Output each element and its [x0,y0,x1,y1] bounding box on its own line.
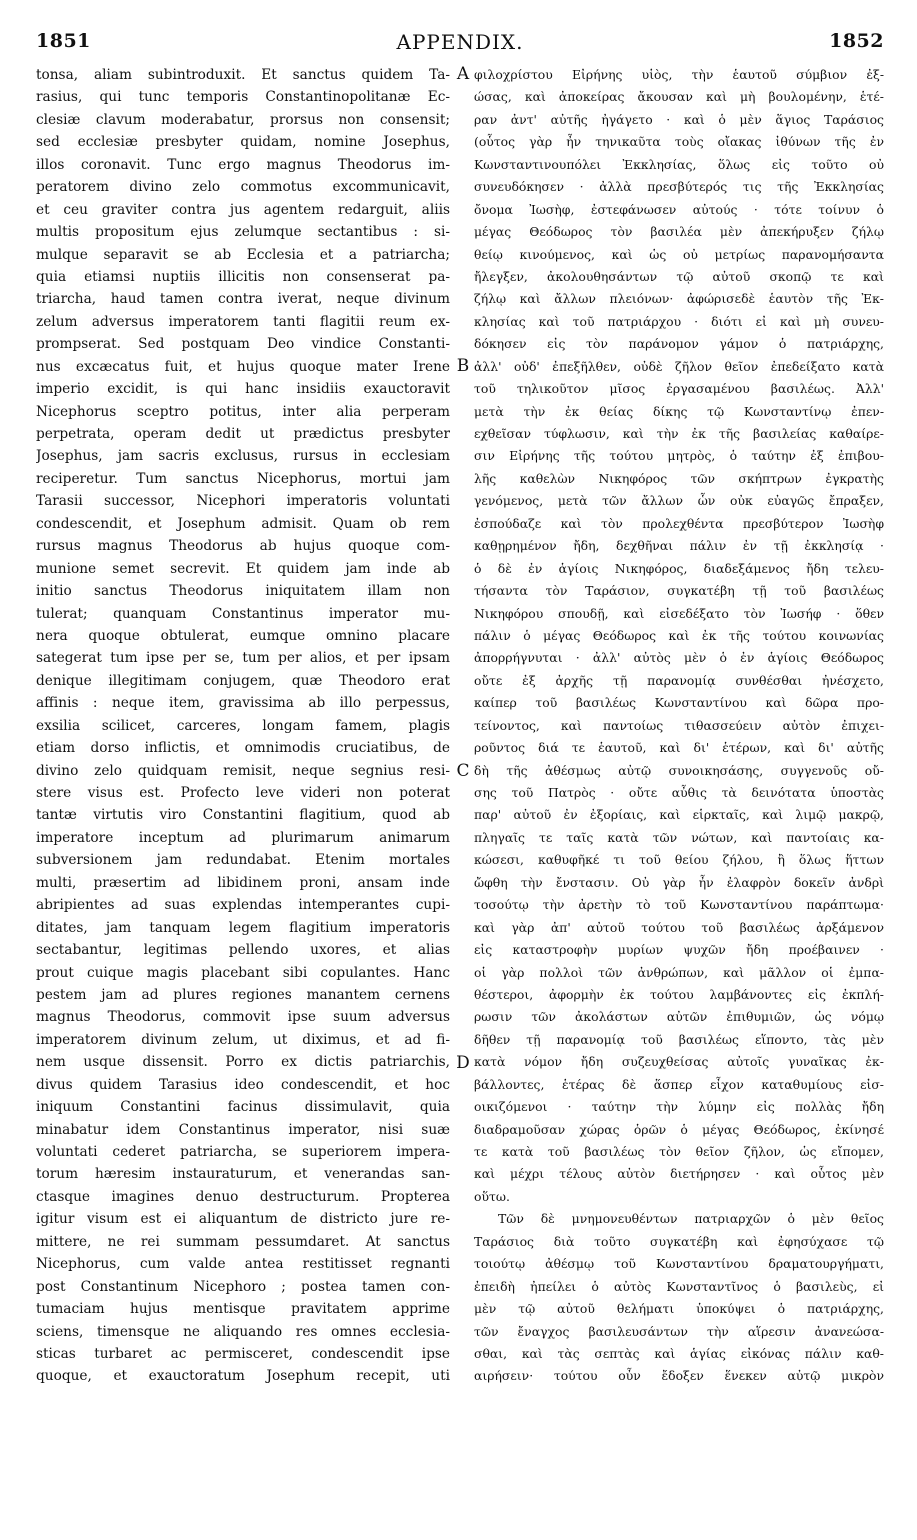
latin-text-line: Tarasii successor, Nicephori imperatoris voluntati [36,493,450,510]
greek-text-line: συνευδόκησεν · ἀλλὰ πρεσβύτερός τις τῆς Ἐκκλησίας [474,179,884,195]
greek-text-line: ραν ἀντ' αὐτῆς ἠγάγετο · καὶ ὁ μὲν ἅγιος Ταράσιος [474,111,884,127]
latin-text-line: subversionem jam redundabat. Etenim mortales [36,852,450,869]
greek-text-line: πάλιν ὁ μέγας Θεόδωρος καὶ ἐκ τῆς τούτου κοινωνίας [474,627,884,643]
greek-text-line: τε κατὰ τοῦ βασιλέως τὸν θεῖον ζῆλον, ὡς εἴπομεν, [474,1144,884,1159]
latin-text-line: imperatore inceptum ad plurimarum animarum [36,829,450,846]
latin-text-line: et ceu graviter contra jus agentem redarguit, aliis [36,201,450,218]
latin-text-line: initio sanctus Theodorus iniquitatem illam non [36,583,450,600]
latin-text-line: prout cuique magis placebant sibi copulantes. Hanc [36,964,450,981]
latin-text-line: tulerat; quanquam Constantinus imperator mu- [36,605,450,622]
greek-text-line: σθαι, καὶ τὰς σεπτὰς καὶ ἁγίας εἰκόνας πάλιν καθ- [474,1345,884,1361]
running-header [36,30,884,62]
running-title: APPENDIX. [396,30,524,54]
greek-text-line: ὤφθη τὴν ἔνστασιν. Οὐ γὰρ ἦν ἐλαφρὸν δοκεῖν ἀνδρὶ [474,874,884,890]
section-marker-b: B [456,356,470,376]
greek-text-line: γενόμενος, μετὰ τῶν ἄλλων ὧν οὐκ εὐαγῶς ἔπραξεν, [474,493,884,509]
greek-text-line: ἀλλ' οὐδ' ἐπεξῆλθεν, οὐδὲ ζῆλον θεῖον ἐπεδείξατο κατὰ [474,358,884,374]
greek-text-line: μὲν τῷ αὐτοῦ θελήματι ὑποκύψει ὁ πατριάρχης, [474,1301,884,1317]
latin-text-line: Nicephorus, cum valde antea restitisset regnanti [36,1256,450,1273]
latin-text-line: Josephus, jam sacris exclusus, rursus in ecclesiam [36,448,450,465]
greek-text-line: ζήλῳ καὶ ἄλλων πλειόνων· ἀφώρισεδὲ ἑαυτὸν τῆς Ἐκ- [474,291,884,307]
greek-text-line: Ταράσιος διὰ τοῦτο συγκατέβη καὶ ἐφησύχασε τῷ [474,1233,884,1249]
left-column-number: 1851 [36,30,91,52]
latin-text-line: tonsa, aliam subintroduxit. Et sanctus quidem Ta- [36,67,450,83]
latin-text-line: etiam dorso inflictis, et omnimodis cruciatibus, de [36,740,450,757]
section-marker-d: D [456,1053,470,1073]
greek-text-line: παρ' αὐτοῦ ἐν ἐξορίαις, καὶ εἱρκταῖς, καὶ λιμῷ μακρῷ, [474,807,884,823]
greek-text-line: οικιζόμενοι · ταύτην τὴν λύμην εἰς πολλὰς ἤδη [474,1099,884,1115]
latin-text-line: multi, præsertim ad libidinem proni, ansam inde [36,874,450,891]
latin-text-line: rasius, qui tunc temporis Constantinopolitanæ Ec- [36,89,450,106]
latin-text-line: Nicephorus sceptro potitus, inter alia perperam [36,403,450,420]
latin-text-line: imperatorem divinum zelum, ut diximus, et ad fi- [36,1031,450,1048]
greek-text-line: τοσούτῳ τὴν ἀρετὴν τὸ τοῦ Κωνσταντίνου παράπτωμα· [474,897,884,913]
latin-text-line: minabatur idem Constantinus imperator, nisi suæ [36,1121,450,1138]
section-marker-c: C [456,761,470,781]
greek-text-line: κλησίας καὶ τοῦ πατριάρχου · διότι εἰ καὶ μὴ συνευ- [474,313,884,329]
greek-text-line: εἰς καταστροφὴν μυρίων ψυχῶν ἤδη προέβαινεν · [474,942,884,958]
latin-text-line: sticas turbaret ac permisceret, condescendit ipse [36,1345,450,1362]
greek-text-line: καθῃρημένον ἤδη, δεχθῆναι πάλιν ἐν τῇ ἐκκλησίᾳ · [474,538,884,554]
greek-text-line: ἐπειδὴ ἠπείλει ὁ αὐτὸς Κωνσταντῖνος ὁ βασιλεὺς, εἰ [474,1278,884,1294]
greek-text-line: θέστεροι, ἀφορμὴν ἐκ τούτου λαμβάνοντες εἰς ἐκπλή- [474,986,884,1002]
greek-text-line: τοῦ τηλικοῦτον μῖσος ἐργασαμένου βασιλέως. Ἀλλ' [474,381,884,397]
greek-text-line: φιλοχρίστου Εἰρήνης υἱὸς, τὴν ἑαυτοῦ σύμβιον ἐξ- [474,67,884,82]
greek-text-line: καὶ μέχρι τέλους αὐτὸν διετήρησεν · καὶ οὗτος μὲν [474,1166,884,1182]
greek-text-line: οὕτω. [474,1188,510,1204]
greek-text-line: ἤλεγξεν, ἀκολουθησάντων τῷ αὐτοῦ σκοπῷ τε καὶ [474,268,884,284]
latin-text-line: iniquum Constantini facinus dissimulavit, quia [36,1099,450,1116]
latin-text-line: triarcha, haud tamen contra iverat, neque divinum [36,291,450,308]
greek-text-line: τήσαντα τὸν Ταράσιον, συγκατέβη τῇ τοῦ βασιλέως [474,583,884,599]
latin-text-line: nera quoque obtulerat, eumque omnino placare [36,627,450,644]
greek-text-line: Κωνσταντινουπόλει Ἐκκλησίας, ὅλως εἰς τοῦτο οὐ [474,156,884,172]
greek-text-line: καὶ γὰρ ἀπ' αὐτοῦ τούτου τοῦ βασιλέως ἀρξάμενον [474,919,884,935]
latin-text-line: igitur visum est ei aliquantum de districto jure re- [36,1211,450,1228]
greek-text-line: τείνοντος, καὶ παντοίως τιθασσεύειν αὐτὸν ἐπιχει- [474,717,884,733]
latin-text-line: divus quidem Tarasius ideo condescendit, et hoc [36,1076,450,1093]
latin-text-line: quia etiamsi nuptiis illicitis non consenserat pa- [36,268,450,285]
latin-text-line: tumaciam hujus mentisque pravitatem apprime [36,1301,450,1318]
greek-text-column [474,64,884,1514]
latin-text-line: ctasque imagines denuo destructurum. Propterea [36,1188,450,1205]
latin-text-line: denique illegitimam conjugem, quæ Theodoro erat [36,672,450,689]
greek-text-line: πληγαῖς τε ταῖς κατὰ τῶν νώτων, καὶ παντοίαις κα- [474,829,884,845]
greek-text-line: μετὰ τὴν ἐκ θείας δίκης τῷ Κωνσταντίνῳ ἐπεν- [474,403,884,419]
latin-text-line: sed ecclesiæ presbyter quidam, nomine Josephus, [36,134,450,151]
greek-text-line: (οὗτος γὰρ ἦν τηνικαῦτα τοὺς οἴακας ἰθύνων τῆς ἐν [474,134,884,150]
latin-text-column [36,64,450,1514]
greek-text-line: διαδραμοῦσαν χώρας ὁρῶν ὁ μέγας Θεόδωρος, ἐκίνησέ [474,1121,884,1137]
greek-text-line: μέγας Θεόδωρος τὸν βασιλέα μὲν ἀπεκήρυξεν ζήλῳ [474,224,884,240]
greek-text-line: δὴ τῆς ἀθέσμως αὐτῷ συνοικησάσης, συγγενοῦς οὔ- [474,762,884,778]
latin-text-line: pestem jam ad plures regiones manantem cernens [36,986,450,1003]
latin-text-line: exsilia scilicet, carceres, longam famem, plagis [36,717,450,734]
greek-text-line: Τῶν δὲ μνημονευθέντων πατριαρχῶν ὁ μὲν θεῖος [498,1211,884,1227]
latin-text-line: voluntati cederet patriarcha, se superiorem impera- [36,1144,450,1160]
latin-text-line: rursus magnus Theodorus ab hujus quoque com- [36,538,450,555]
section-marker-a: A [456,64,470,84]
latin-text-line: sciens, timensque ne aliquando res omnes ecclesia- [36,1323,450,1340]
latin-text-line: affinis : neque item, gravissima ab illo perpessus, [36,695,450,712]
latin-text-line: ditates, jam tanquam legem flagitium imperatoris [36,919,450,936]
latin-text-line: nem usque dissensit. Porro ex dictis patriarchis, [36,1054,450,1071]
greek-text-line: δῆθεν τῇ παρανομίᾳ τοῦ βασιλέως εἵποντο, τὰς μὲν [474,1031,884,1047]
latin-text-line: peratorem divino zelo commotus excommunicavit, [36,179,450,196]
latin-text-line: stere visus est. Profecto leve videri non poterat [36,785,450,801]
latin-text-line: mulque separavit se ab Ecclesia et a patriarcha; [36,246,450,263]
latin-text-line: torum hæresim instauraturum, et venerandas san- [36,1166,450,1183]
greek-text-line: εχθεῖσαν τύφλωσιν, καὶ τὴν ἐκ τῆς βασιλείας καθαίρε- [474,426,884,441]
greek-text-line: ρωσιν τῶν ἀκολάστων αὐτῶν ἐπιθυμιῶν, ὡς νόμῳ [474,1009,884,1025]
greek-text-line: Νικηφόρου σπουδῇ, καὶ εἰσεδέξατο τὸν Ἰωσήφ · ὅθεν [474,605,884,621]
greek-text-line: δόκησεν εἰς τὸν παράνομον γάμον ὁ πατριάρχης, [474,336,884,352]
greek-text-line: ἀπορρήγνυται · ἀλλ' αὐτὸς μὲν ὁ ἐν ἁγίοις Θεόδωρος [474,650,884,666]
latin-text-line: multis propositum ejus zelumque sectantibus : si- [36,224,450,241]
greek-text-line: ἐσπούδαζε καὶ τὸν προλεχθέντα πρεσβύτερον Ἰωσὴφ [474,515,884,531]
latin-text-line: illos coronavit. Tunc ergo magnus Theodorus im- [36,156,450,173]
latin-text-line: sectabantur, legitimas pellendo uxores, et alias [36,942,450,959]
latin-text-line: divino zelo quidquam remisit, neque segnius resi- [36,762,450,779]
latin-text-line: mittere, ne rei summam pessumdaret. At sanctus [36,1233,450,1250]
greek-text-line: θείῳ κινούμενος, καὶ ὡς οὐ μετρίως παρανομήσαντα [474,246,884,262]
latin-text-line: munione semet secrevit. Et quidem jam inde ab [36,560,450,577]
greek-text-line: κώσεσι, καθυφῆκέ τι τοῦ θείου ζήλου, ἢ ὅλως ἥττων [474,852,884,868]
greek-text-line: σης τοῦ Πατρὸς · οὔτε αὖθις τὰ δεινότατα ὑποστὰς [474,785,884,800]
latin-text-line: prompserat. Sed postquam Deo vindice Constanti- [36,336,450,353]
latin-text-line: imperio excidit, is qui hanc insidiis exauctoravit [36,381,450,398]
greek-text-line: ώσας, καὶ ἀποκείρας ἄκουσαν καὶ μὴ βουλομένην, ἑτέ- [474,89,884,105]
greek-text-line: ροῦντος διά τε ἑαυτοῦ, καὶ δι' ἑτέρων, καὶ δι' αὐτῆς [474,740,884,756]
latin-text-line: perpetrata, operam dedit ut prædictus presbyter [36,426,450,442]
greek-text-line: οἱ γὰρ πολλοὶ τῶν ἀνθρώπων, καὶ μᾶλλον οἱ ἐμπα- [474,964,884,980]
latin-text-line: condescendit, et Josephum admisit. Quam ob rem [36,515,450,532]
latin-text-line: sategerat tum ipse per se, tum per alios, et per ipsam [36,650,450,667]
latin-text-line: post Constantinum Nicephoro ; postea tamen con- [36,1278,450,1295]
greek-text-line: βάλλοντες, ἑτέρας δὲ ἅσπερ εἶχον καταθυμίους εἰσ- [474,1076,884,1092]
latin-text-line: quoque, et exauctoratum Josephum recepit, uti [36,1368,450,1385]
right-column-number: 1852 [829,30,884,52]
latin-text-line: nus excæcatus fuit, et hujus quoque mater Irene [36,358,450,375]
greek-text-line: λῆς καθελὼν Νικηφόρος τῶν σκήπτρων ἐγκρατὴς [474,470,884,486]
latin-text-line: clesiæ clavum moderabatur, prorsus non consensit; [36,111,450,128]
greek-text-line: οὔτε ἐξ ἀρχῆς τῇ παρανομίᾳ συνθέσθαι ἠνέσχετο, [474,672,884,688]
greek-text-line: ὄνομα Ἰωσὴφ, ἐστεφάνωσεν αὐτούς · τότε τοίνυν ὁ [474,201,884,217]
greek-text-line: καίπερ τοῦ βασιλέως Κωνσταντίνου καὶ δῶρα προ- [474,695,884,711]
latin-text-line: reciperetur. Tum sanctus Nicephorus, mortui jam [36,470,450,487]
greek-text-line: τοιούτῳ ἀθέσμῳ τοῦ Κωνσταντίνου δραματουργήματι, [474,1256,884,1272]
greek-text-line: ὁ δὲ ἐν ἁγίοις Νικηφόρος, διαδεξάμενος ἤδη τελευ- [474,560,884,576]
greek-text-line: τῶν ἔναγχος βασιλευσάντων τὴν αἵρεσιν ἀνανεώσα- [474,1323,884,1339]
latin-text-line: zelum adversus imperatorem tanti flagitii reum ex- [36,313,450,330]
latin-text-line: magnus Theodorus, commovit ipse suum adversus [36,1009,450,1026]
greek-text-line: σιν Εἰρήνης τῆς τούτου μητρὸς, ὁ ταύτην ἐξ ἐπιβου- [474,448,884,464]
latin-text-line: tantæ virtutis viro Constantini flagitium, quod ab [36,807,450,824]
greek-text-line: κατὰ νόμον ἤδη συζευχθείσας αὐτοῖς γυναῖκας ἐκ- [474,1054,884,1070]
latin-text-line: abripientes ad suas explendas intemperantes cupi- [36,897,450,914]
greek-text-line: αιρήσειν· τούτου οὖν ἔδοξεν ἕνεκεν αὐτῷ μικρὸν [474,1368,884,1384]
